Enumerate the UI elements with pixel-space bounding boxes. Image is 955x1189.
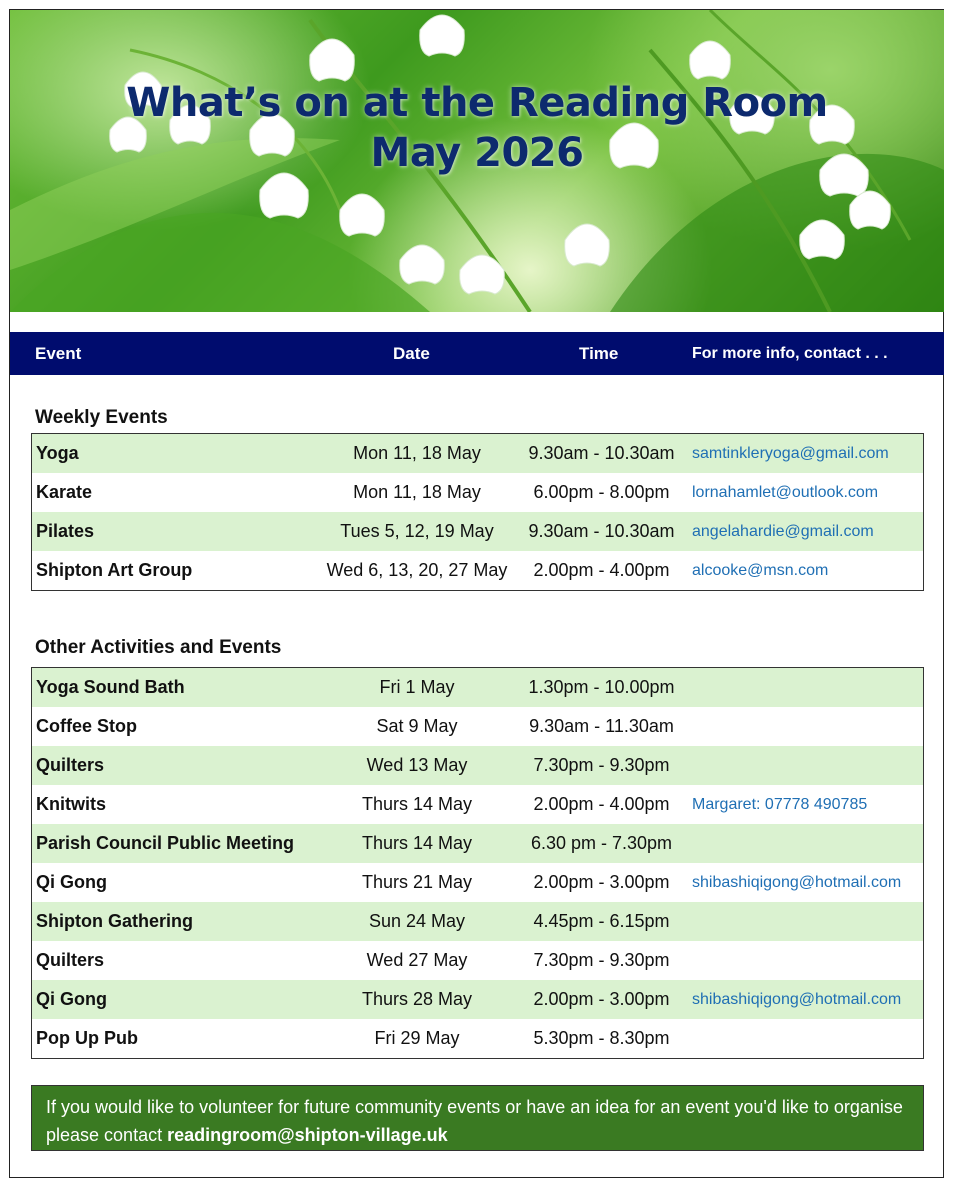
event-time: 1.30pm - 10.00pm bbox=[528, 677, 675, 697]
event-date: Thurs 21 May bbox=[361, 872, 473, 892]
table-row bbox=[32, 785, 923, 824]
event-date: Fri 29 May bbox=[374, 1028, 460, 1048]
contact-email-link[interactable]: shibashiqigong@hotmail.com bbox=[692, 991, 902, 1008]
table-row bbox=[32, 434, 923, 473]
page-title bbox=[10, 78, 944, 178]
contact-email-link[interactable]: samtinkleryoga@gmail.com bbox=[692, 445, 889, 462]
table-row bbox=[32, 902, 923, 941]
event-name: Qi Gong bbox=[36, 872, 107, 892]
contact-email-link[interactable]: shibashiqigong@hotmail.com bbox=[692, 874, 902, 891]
event-name: Shipton Art Group bbox=[36, 560, 193, 580]
event-name: Qi Gong bbox=[36, 989, 107, 1009]
event-time: 2.00pm - 3.00pm bbox=[533, 989, 670, 1009]
volunteer-text: If you would like to volunteer for future community events or have an idea for an event you'd like to organise please contact bbox=[46, 1097, 903, 1145]
event-date: Mon 11, 18 May bbox=[353, 482, 481, 502]
table-row bbox=[32, 551, 923, 590]
event-date: Mon 11, 18 May bbox=[353, 443, 481, 463]
event-date: Sat 9 May bbox=[376, 716, 458, 736]
table-row bbox=[32, 512, 923, 551]
event-time: 9.30am - 10.30am bbox=[528, 443, 675, 463]
table-row bbox=[32, 746, 923, 785]
weekly-events-heading: Weekly Events bbox=[35, 407, 168, 428]
event-name: Karate bbox=[36, 482, 93, 502]
event-name: Quilters bbox=[36, 755, 105, 775]
contact-email-link[interactable]: alcooke@msn.com bbox=[692, 562, 829, 579]
header-date: Date bbox=[393, 344, 430, 363]
event-time: 2.00pm - 4.00pm bbox=[533, 794, 670, 814]
table-row bbox=[32, 863, 923, 902]
event-date: Thurs 14 May bbox=[361, 794, 473, 814]
event-date: Wed 27 May bbox=[366, 950, 468, 970]
event-time: 9.30am - 10.30am bbox=[528, 521, 675, 541]
event-name: Quilters bbox=[36, 950, 105, 970]
header-time: Time bbox=[579, 344, 619, 363]
event-time: 2.00pm - 3.00pm bbox=[533, 872, 670, 892]
event-name: Knitwits bbox=[36, 794, 106, 814]
event-date: Tues 5, 12, 19 May bbox=[340, 521, 494, 541]
event-time: 6.00pm - 8.00pm bbox=[533, 482, 670, 502]
other-events-table bbox=[31, 667, 924, 1059]
banner-image bbox=[10, 10, 944, 312]
table-row bbox=[32, 1019, 923, 1058]
event-date: Thurs 28 May bbox=[361, 989, 473, 1009]
event-date: Sun 24 May bbox=[368, 911, 466, 931]
title-line-1: What’s on at the Reading Room bbox=[126, 80, 828, 126]
event-time: 2.00pm - 4.00pm bbox=[533, 560, 670, 580]
event-time: 5.30pm - 8.30pm bbox=[533, 1028, 670, 1048]
event-name: Yoga Sound Bath bbox=[36, 677, 185, 697]
volunteer-notice bbox=[31, 1085, 924, 1151]
contact-email-link[interactable]: angelahardie@gmail.com bbox=[692, 523, 874, 540]
event-name: Coffee Stop bbox=[36, 716, 137, 736]
event-time: 4.45pm - 6.15pm bbox=[533, 911, 670, 931]
event-time: 7.30pm - 9.30pm bbox=[533, 950, 670, 970]
contact-email-link[interactable]: lornahamlet@outlook.com bbox=[692, 484, 879, 501]
event-name: Pop Up Pub bbox=[36, 1028, 138, 1048]
event-date: Wed 6, 13, 20, 27 May bbox=[326, 560, 508, 580]
contact-email-link[interactable]: readingroom@shipton-village.uk bbox=[167, 1125, 448, 1145]
event-date: Thurs 14 May bbox=[361, 833, 473, 853]
contact-phone: Margaret: 07778 490785 bbox=[692, 796, 868, 813]
table-row bbox=[32, 707, 923, 746]
event-time: 6.30 pm - 7.30pm bbox=[530, 833, 673, 853]
table-row bbox=[32, 473, 923, 512]
event-time: 9.30am - 11.30am bbox=[529, 716, 674, 736]
table-row bbox=[32, 941, 923, 980]
event-name: Pilates bbox=[36, 521, 95, 541]
weekly-events-table bbox=[31, 433, 924, 591]
table-header bbox=[10, 332, 944, 375]
title-line-2: May 2026 bbox=[370, 130, 584, 176]
event-name: Parish Council Public Meeting bbox=[36, 833, 295, 853]
header-event: Event bbox=[35, 344, 82, 363]
header-contact: For more info, contact . . . bbox=[692, 345, 888, 362]
event-name: Yoga bbox=[36, 443, 79, 463]
table-row bbox=[32, 668, 923, 707]
table-row bbox=[32, 824, 923, 863]
event-date: Fri 1 May bbox=[379, 677, 455, 697]
event-date: Wed 13 May bbox=[366, 755, 468, 775]
other-events-heading: Other Activities and Events bbox=[35, 637, 282, 658]
table-row bbox=[32, 980, 923, 1019]
event-time: 7.30pm - 9.30pm bbox=[533, 755, 670, 775]
event-name: Shipton Gathering bbox=[36, 911, 193, 931]
